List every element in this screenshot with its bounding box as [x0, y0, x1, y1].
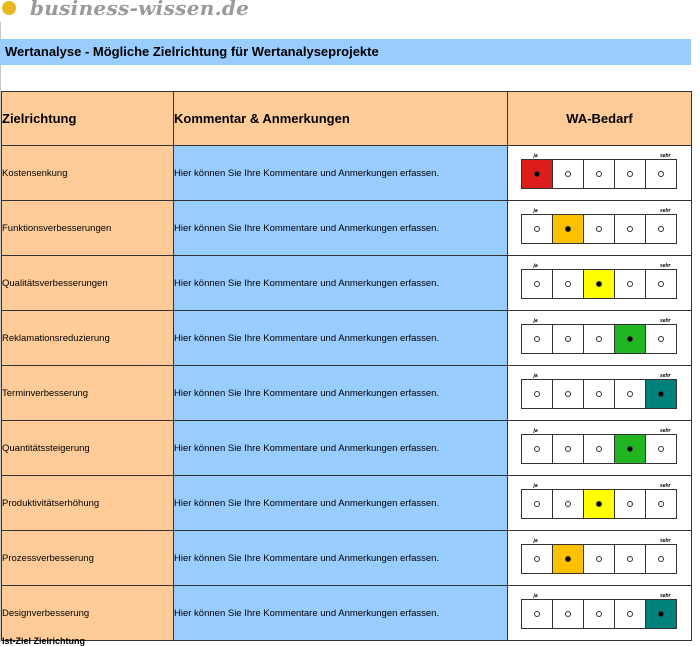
- radio-icon: [565, 336, 571, 342]
- radio-icon: [658, 556, 664, 562]
- analysis-table: [1, 91, 692, 641]
- radio-icon: [565, 611, 571, 617]
- radio-icon: [534, 611, 540, 617]
- rating-option-4[interactable]: [615, 490, 646, 518]
- scale-high-label: sehr: [659, 318, 671, 324]
- scale-low-label: ja: [533, 538, 538, 544]
- rating-option-5[interactable]: [646, 380, 676, 408]
- scale-high-label: sehr: [659, 263, 671, 269]
- rating-option-2[interactable]: [553, 160, 584, 188]
- footer-text: Ist-Ziel Zielrichtung: [2, 636, 86, 646]
- comment-cell[interactable]: Hier können Sie Ihre Kommentare und Anmerkungen erfassen.: [174, 476, 508, 531]
- rating-option-4[interactable]: [615, 380, 646, 408]
- header-row: [2, 92, 692, 146]
- rating-options: [521, 434, 677, 464]
- rating-option-2[interactable]: [553, 545, 584, 573]
- radio-icon: [534, 446, 540, 452]
- scale-high-label: sehr: [659, 428, 671, 434]
- comment-cell[interactable]: Hier können Sie Ihre Kommentare und Anmerkungen erfassen.: [174, 256, 508, 311]
- need-rating-cell: [508, 146, 692, 201]
- goal-label: Reklamationsreduzierung: [2, 311, 174, 366]
- radio-icon: [596, 336, 602, 342]
- rating-option-1[interactable]: [522, 325, 553, 353]
- radio-icon: [627, 226, 633, 232]
- goal-label: Produktivitätserhöhung: [2, 476, 174, 531]
- radio-icon: [627, 391, 633, 397]
- comment-cell[interactable]: Hier können Sie Ihre Kommentare und Anmerkungen erfassen.: [174, 586, 508, 641]
- comment-cell[interactable]: Hier können Sie Ihre Kommentare und Anmerkungen erfassen.: [174, 531, 508, 586]
- radio-icon: [534, 336, 540, 342]
- rating-option-1[interactable]: [522, 600, 553, 628]
- rating-option-1[interactable]: [522, 435, 553, 463]
- table-row: [2, 201, 692, 256]
- logo-dot-icon: [2, 1, 16, 15]
- scale-high-label: sehr: [659, 483, 671, 489]
- radio-icon: [627, 446, 633, 452]
- need-rating-cell: [508, 311, 692, 366]
- rating-option-1[interactable]: [522, 380, 553, 408]
- table-row: [2, 476, 692, 531]
- table-row: [2, 421, 692, 476]
- rating-option-3[interactable]: [584, 545, 615, 573]
- rating-option-3[interactable]: [584, 435, 615, 463]
- radio-icon: [596, 171, 602, 177]
- rating-option-1[interactable]: [522, 270, 553, 298]
- comment-cell[interactable]: Hier können Sie Ihre Kommentare und Anmerkungen erfassen.: [174, 421, 508, 476]
- header-kommentar: Kommentar & Anmerkungen: [174, 92, 508, 146]
- rating-scale: [521, 483, 679, 523]
- radio-icon: [534, 281, 540, 287]
- rating-option-2[interactable]: [553, 270, 584, 298]
- radio-icon: [658, 446, 664, 452]
- radio-icon: [596, 281, 602, 287]
- radio-icon: [658, 611, 664, 617]
- scale-high-label: sehr: [659, 208, 671, 214]
- radio-icon: [658, 391, 664, 397]
- radio-icon: [627, 171, 633, 177]
- rating-option-1[interactable]: [522, 545, 553, 573]
- page-title: Wertanalyse - Mögliche Zielrichtung für Wertanalyseprojekte: [5, 44, 379, 59]
- scale-low-label: ja: [533, 593, 538, 599]
- table-row: [2, 146, 692, 201]
- radio-icon: [534, 226, 540, 232]
- title-bar: [0, 39, 691, 65]
- rating-scale: [521, 318, 679, 358]
- radio-icon: [565, 556, 571, 562]
- radio-icon: [627, 556, 633, 562]
- rating-option-3[interactable]: [584, 380, 615, 408]
- rating-options: [521, 599, 677, 629]
- scale-high-label: sehr: [659, 593, 671, 599]
- rating-scale: [521, 373, 679, 413]
- rating-option-4[interactable]: [615, 600, 646, 628]
- scale-high-label: sehr: [659, 153, 671, 159]
- rating-option-3[interactable]: [584, 270, 615, 298]
- radio-icon: [658, 226, 664, 232]
- table-row: [2, 531, 692, 586]
- rating-option-4[interactable]: [615, 270, 646, 298]
- need-rating-cell: [508, 476, 692, 531]
- rating-scale: [521, 263, 679, 303]
- rating-option-2[interactable]: [553, 325, 584, 353]
- header-zielrichtung: Zielrichtung: [2, 92, 174, 146]
- radio-icon: [658, 501, 664, 507]
- need-rating-cell: [508, 421, 692, 476]
- comment-cell[interactable]: Hier können Sie Ihre Kommentare und Anmerkungen erfassen.: [174, 311, 508, 366]
- rating-options: [521, 269, 677, 299]
- radio-icon: [565, 391, 571, 397]
- rating-scale: [521, 208, 679, 248]
- scale-low-label: ja: [533, 208, 538, 214]
- scale-high-label: sehr: [659, 538, 671, 544]
- rating-options: [521, 544, 677, 574]
- scale-low-label: ja: [533, 153, 538, 159]
- radio-icon: [627, 336, 633, 342]
- rating-options: [521, 489, 677, 519]
- rating-option-5[interactable]: [646, 545, 676, 573]
- radio-icon: [596, 226, 602, 232]
- rating-option-3[interactable]: [584, 215, 615, 243]
- rating-option-2[interactable]: [553, 600, 584, 628]
- scale-low-label: ja: [533, 318, 538, 324]
- radio-icon: [596, 446, 602, 452]
- rating-option-2[interactable]: [553, 215, 584, 243]
- table-row: [2, 256, 692, 311]
- rating-options: [521, 159, 677, 189]
- rating-option-2[interactable]: [553, 490, 584, 518]
- header-wa-bedarf: WA-Bedarf: [508, 92, 692, 146]
- rating-option-3[interactable]: [584, 600, 615, 628]
- goal-label: Terminverbesserung: [2, 366, 174, 421]
- rating-option-4[interactable]: [615, 160, 646, 188]
- radio-icon: [596, 556, 602, 562]
- radio-icon: [565, 171, 571, 177]
- logo-text: business-wissen.de: [30, 0, 250, 20]
- rating-option-5[interactable]: [646, 270, 676, 298]
- radio-icon: [534, 391, 540, 397]
- radio-icon: [627, 501, 633, 507]
- rating-option-5[interactable]: [646, 325, 676, 353]
- need-rating-cell: [508, 366, 692, 421]
- radio-icon: [565, 281, 571, 287]
- radio-icon: [596, 501, 602, 507]
- comment-cell[interactable]: Hier können Sie Ihre Kommentare und Anmerkungen erfassen.: [174, 366, 508, 421]
- radio-icon: [658, 336, 664, 342]
- radio-icon: [596, 611, 602, 617]
- scale-low-label: ja: [533, 483, 538, 489]
- rating-scale: [521, 153, 679, 193]
- rating-option-1[interactable]: [522, 215, 553, 243]
- rating-option-4[interactable]: [615, 545, 646, 573]
- scale-low-label: ja: [533, 373, 538, 379]
- need-rating-cell: [508, 201, 692, 256]
- need-rating-cell: [508, 256, 692, 311]
- rating-option-4[interactable]: [615, 435, 646, 463]
- rating-scale: [521, 538, 679, 578]
- table-row: [2, 366, 692, 421]
- rating-option-3[interactable]: [584, 325, 615, 353]
- rating-option-1[interactable]: [522, 160, 553, 188]
- rating-option-4[interactable]: [615, 325, 646, 353]
- comment-cell[interactable]: Hier können Sie Ihre Kommentare und Anmerkungen erfassen.: [174, 146, 508, 201]
- rating-scale: [521, 593, 679, 633]
- goal-label: Prozessverbesserung: [2, 531, 174, 586]
- table-row: [2, 311, 692, 366]
- radio-icon: [565, 501, 571, 507]
- goal-label: Designverbesserung: [2, 586, 174, 641]
- radio-icon: [627, 611, 633, 617]
- table-row: [2, 586, 692, 641]
- radio-icon: [658, 281, 664, 287]
- goal-label: Kostensenkung: [2, 146, 174, 201]
- rating-options: [521, 324, 677, 354]
- radio-icon: [596, 391, 602, 397]
- rating-option-5[interactable]: [646, 160, 676, 188]
- scale-high-label: sehr: [659, 373, 671, 379]
- goal-label: Quantitätssteigerung: [2, 421, 174, 476]
- radio-icon: [565, 226, 571, 232]
- rating-option-3[interactable]: [584, 490, 615, 518]
- rating-option-1[interactable]: [522, 490, 553, 518]
- comment-cell[interactable]: Hier können Sie Ihre Kommentare und Anmerkungen erfassen.: [174, 201, 508, 256]
- rating-option-5[interactable]: [646, 490, 676, 518]
- rating-option-4[interactable]: [615, 215, 646, 243]
- radio-icon: [627, 281, 633, 287]
- rating-option-2[interactable]: [553, 435, 584, 463]
- radio-icon: [534, 501, 540, 507]
- goal-label: Qualitätsverbesserungen: [2, 256, 174, 311]
- logo: [0, 0, 700, 22]
- scale-low-label: ja: [533, 263, 538, 269]
- radio-icon: [658, 171, 664, 177]
- goal-label: Funktionsverbesserungen: [2, 201, 174, 256]
- rating-option-5[interactable]: [646, 215, 676, 243]
- radio-icon: [534, 556, 540, 562]
- rating-options: [521, 379, 677, 409]
- rating-scale: [521, 428, 679, 468]
- radio-icon: [534, 171, 540, 177]
- need-rating-cell: [508, 531, 692, 586]
- radio-icon: [565, 446, 571, 452]
- rating-option-5[interactable]: [646, 600, 676, 628]
- rating-options: [521, 214, 677, 244]
- need-rating-cell: [508, 586, 692, 641]
- rating-option-5[interactable]: [646, 435, 676, 463]
- rating-option-2[interactable]: [553, 380, 584, 408]
- rating-option-3[interactable]: [584, 160, 615, 188]
- scale-low-label: ja: [533, 428, 538, 434]
